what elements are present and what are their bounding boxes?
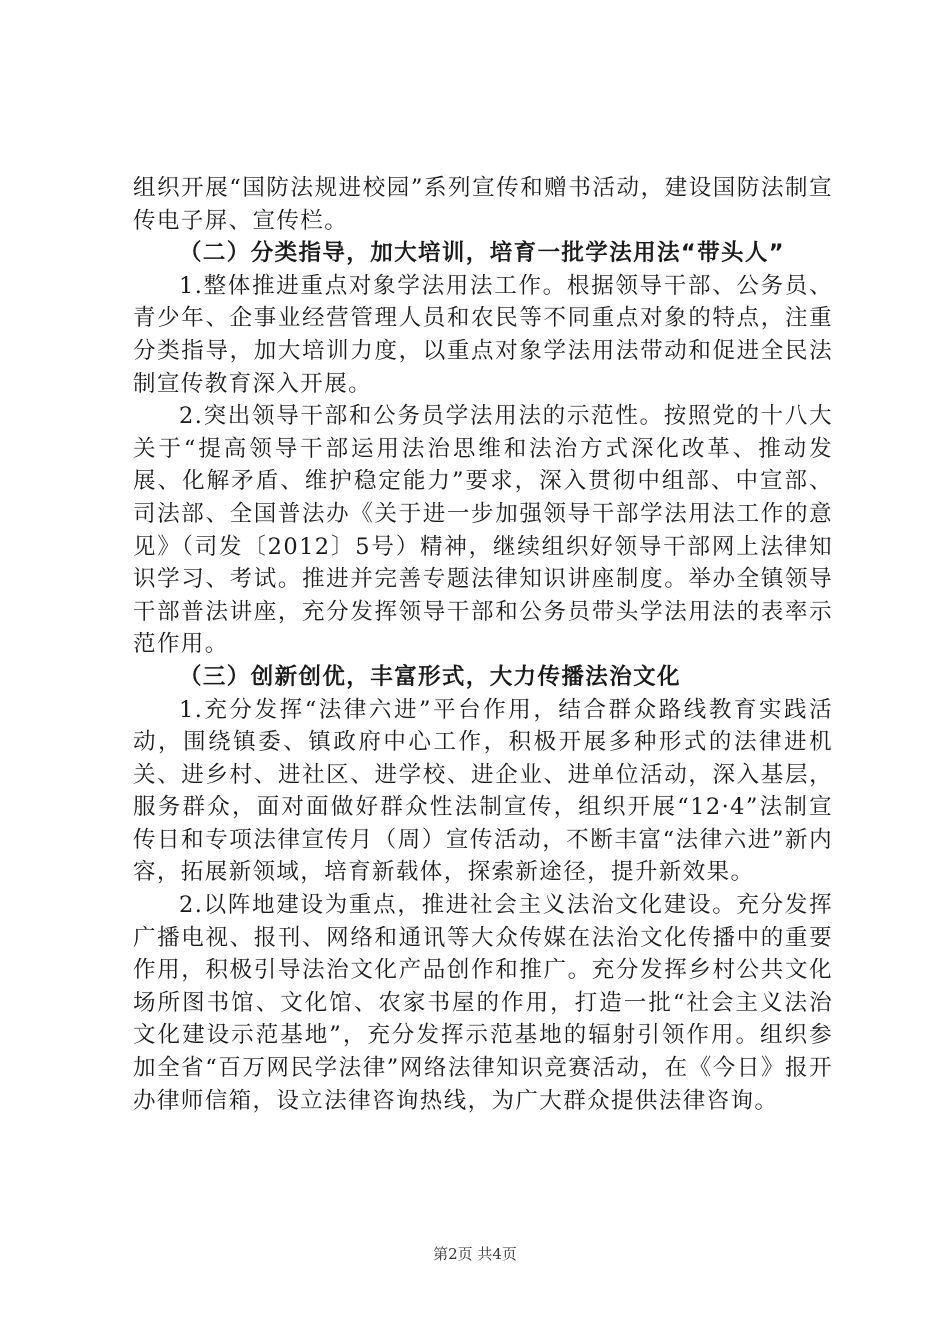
- section-heading-2: （二）分类指导，加大培训，培育一批学法用法“带头人”: [179, 240, 785, 267]
- document-body: [133, 172, 833, 1117]
- page-number-footer: 第2页 共4页: [433, 1245, 517, 1263]
- paragraph-item-3: 1.充分发挥“法律六进”平台作用，结合群众路线教育实践活动，围绕镇委、镇政府中心工作，积极开展多种形式的法律进机关、进乡村、进社区、进学校、进企业、进单位活动，深入基层，服务群众，面对面做好群众性法制宣传，组织开展“12·4”法制宣传日和专项法律宣传月（周）宣传活动，不断丰富“法律六进”新内容，拓展新领域，培育新载体，探索新途径，提升新效果。: [133, 696, 833, 886]
- paragraph-continuation: 组织开展“国防法规进校园”系列宣传和赠书活动，建设国防法制宣传电子屏、宣传栏。: [133, 175, 833, 234]
- paragraph-item-2: 2.突出领导干部和公务员学法用法的示范性。按照党的十八大关于“提高领导干部运用法治思维和法治方式深化改革、推动发展、化解矛盾、维护稳定能力”要求，深入贯彻中组部、中宣部、司法部、全国普法办《关于进一步加强领导干部学法用法工作的意见》（司发〔2012〕5号）精神，继续组织好领导干部网上法律知识学习、考试。推进并完善专题法律知识讲座制度。举办全镇领导干部普法讲座，充分发挥领导干部和公务员带头学法用法的表率示范作用。: [133, 403, 833, 658]
- paragraph-item-1: 1.整体推进重点对象学法用法工作。根据领导干部、公务员、青少年、企事业经营管理人员和农民等不同重点对象的特点，注重分类指导，加大培训力度，以重点对象学法用法带动和促进全民法制宣传教育深入开展。: [133, 272, 833, 397]
- section-heading-3: （三）创新创优，丰富形式，大力传播法治文化: [179, 663, 681, 690]
- paragraph-item-4: 2.以阵地建设为重点，推进社会主义法治文化建设。充分发挥广播电视、报刊、网络和通讯等大众传媒在法治文化传播中的重要作用，积极引导法治文化产品创作和推广。充分发挥乡村公共文化场所图书馆、文化馆、农家书屋的作用，打造一批“社会主义法治文化建设示范基地”，充分发挥示范基地的辐射引领作用。组织参加全省“百万网民学法律”网络法律知识竞赛活动，在《今日》报开办律师信箱，设立法律咨询热线，为广大群众提供法律咨询。: [133, 892, 833, 1114]
